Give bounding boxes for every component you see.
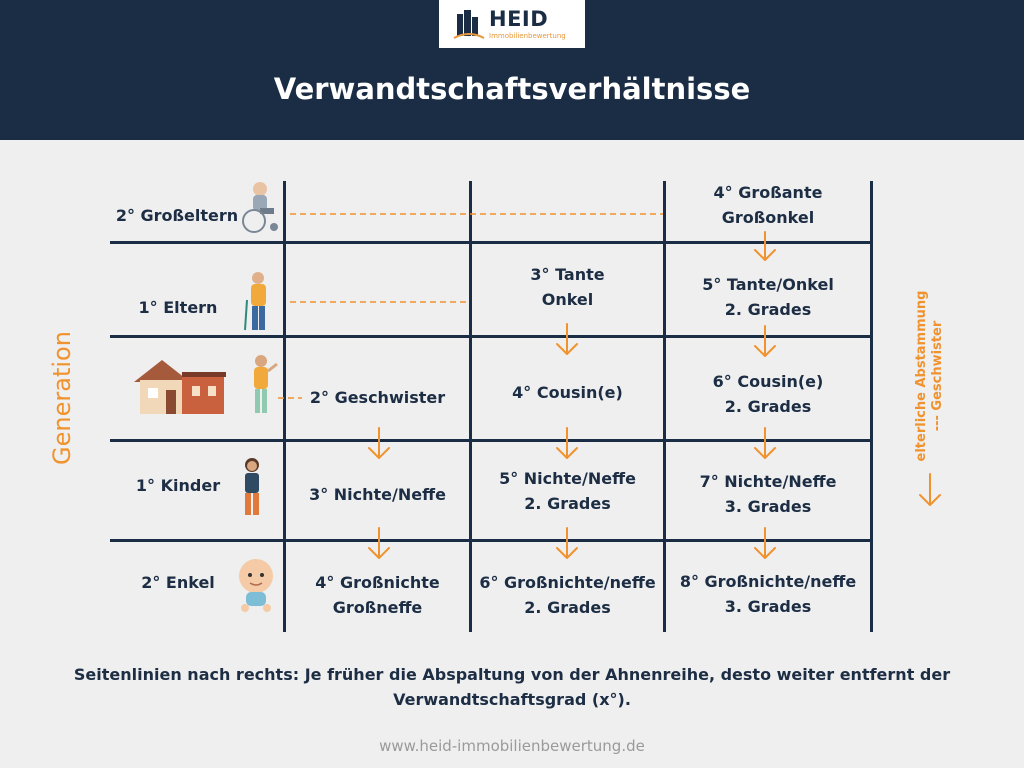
row-label-eltern: 1° Eltern — [138, 298, 218, 317]
cell-line: 2. Grades — [724, 300, 812, 319]
footnote-line-1: Seitenlinien nach rechts: Je früher die Abspaltung von der Ahnenreihe, desto weiter entfernt der — [73, 665, 951, 684]
cell-line: Onkel — [541, 290, 594, 309]
row-label-kinder: 1° Kinder — [135, 476, 221, 495]
cell-line: 7° Nichte/Neffe — [699, 472, 837, 491]
logo-name: HEID — [489, 7, 549, 31]
cell-line: 2. Grades — [524, 494, 611, 513]
child-icon — [237, 456, 267, 520]
cell-line: Großonkel — [721, 208, 815, 227]
legend-label — [914, 291, 946, 462]
arrow-down-icon — [557, 428, 577, 458]
generation-axis-label: Generation — [48, 331, 76, 465]
page-title: Verwandtschaftsverhältnisse — [273, 72, 751, 106]
row-label-enkel: 2° Enkel — [141, 573, 215, 592]
cell-line: 2. Grades — [524, 598, 611, 617]
arrow-down-icon — [755, 232, 775, 260]
arrow-down-icon — [557, 324, 577, 354]
cell-cousin-2 — [666, 369, 870, 419]
parent-with-cane-icon — [241, 270, 275, 334]
cell-grossnichte-3 — [666, 569, 870, 619]
baby-icon — [235, 556, 277, 614]
cell-line: 3° Tante — [530, 265, 605, 284]
legend-line-1: elterliche Abstammung — [914, 290, 929, 462]
cell-line: 3. Grades — [724, 497, 812, 516]
cell-nichte-neffe: 3° Nichte/Neffe — [309, 485, 446, 504]
arrow-down-icon — [755, 428, 775, 458]
legend-arrow-down-icon — [920, 474, 940, 505]
row-label-grosseltern: 2° Großeltern — [115, 206, 239, 225]
cell-line: 6° Cousin(e) — [712, 372, 824, 391]
grandparent-wheelchair-icon — [238, 180, 282, 234]
cell-line: 6° Großnichte/neffe — [479, 573, 656, 592]
cell-line: Großneffe — [332, 598, 423, 617]
website-url[interactable]: www.heid-immobilienbewertung.de — [379, 737, 645, 755]
cell-line: 8° Großnichte/neffe — [679, 572, 857, 591]
arrow-down-icon — [557, 528, 577, 558]
cell-cousin: 4° Cousin(e) — [512, 383, 623, 402]
cell-line: 5° Nichte/Neffe — [499, 469, 636, 488]
cell-tante-onkel — [472, 262, 663, 312]
arrow-down-icon — [755, 528, 775, 558]
cell-line: 2. Grades — [724, 397, 812, 416]
arrow-down-icon — [369, 528, 389, 558]
cell-grossnichte-2 — [472, 570, 663, 620]
cell-line: 5° Tante/Onkel — [702, 275, 834, 294]
cell-grossante — [666, 180, 870, 230]
footnote-line-2: Verwandtschaftsgrad (x°). — [393, 690, 631, 709]
cell-line: 4° Großante — [713, 183, 823, 202]
house-icon — [132, 358, 226, 416]
cell-line: 4° Großnichte — [315, 573, 440, 592]
cell-nichte-neffe-3 — [666, 469, 870, 519]
arrow-down-icon — [369, 428, 389, 458]
cell-grossnichte — [286, 570, 469, 620]
cell-line: 3. Grades — [724, 597, 812, 616]
legend-line-2: --- Geschwister — [930, 320, 945, 432]
cell-tante-onkel-2 — [666, 272, 870, 322]
cell-geschwister: 2° Geschwister — [309, 388, 446, 407]
person-self-icon — [248, 353, 280, 417]
cell-nichte-neffe-2 — [472, 466, 663, 516]
footnote — [60, 662, 964, 712]
arrow-down-icon — [755, 326, 775, 356]
logo-subtitle: Immobilienbewertung — [489, 32, 566, 40]
